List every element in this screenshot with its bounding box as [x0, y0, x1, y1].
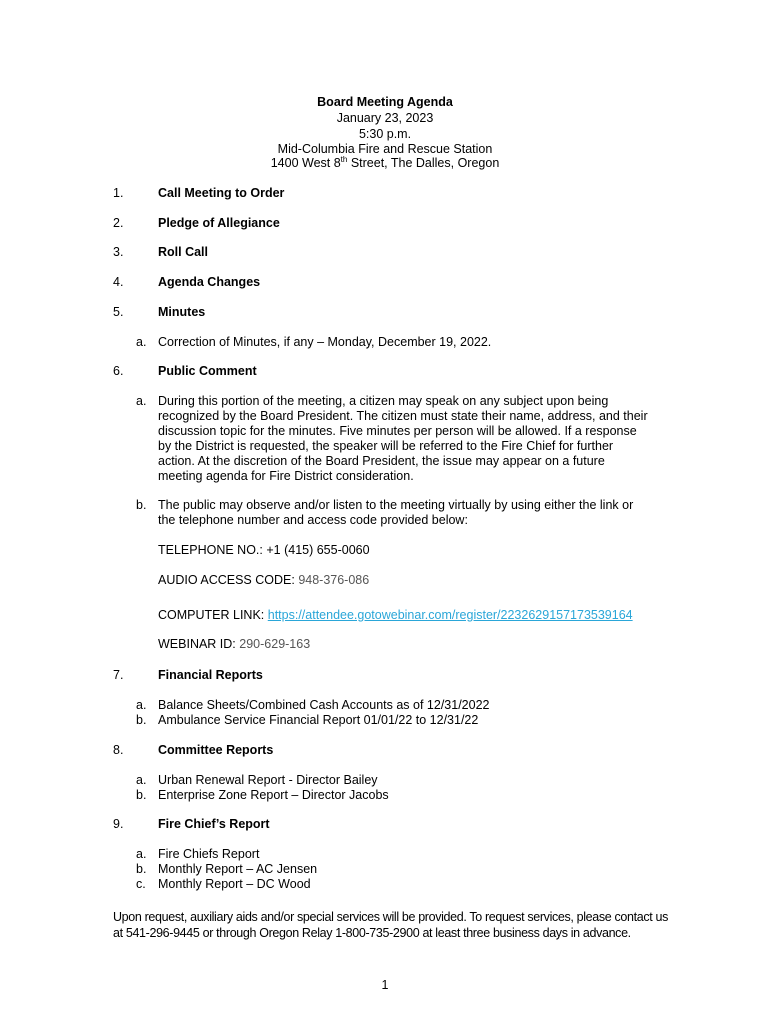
item-number: 3. — [113, 245, 124, 259]
sub-item-text: Urban Renewal Report - Director Bailey — [158, 773, 378, 787]
sub-item-text: Monthly Report – DC Wood — [158, 877, 311, 891]
meeting-time: 5:30 p.m. — [358, 127, 412, 141]
item-title: Fire Chief’s Report — [158, 817, 270, 831]
sub-item-text: Monthly Report – AC Jensen — [158, 862, 318, 876]
sub-item-letter: b. — [136, 713, 147, 727]
sub-item-text: The public may observe and/or listen to the meeting virtually by using either the link or — [158, 498, 634, 512]
sub-item-text: Correction of Minutes, if any – Monday, December 19, 2022. — [158, 335, 492, 349]
item-title: Roll Call — [158, 245, 209, 259]
page-number: 1 — [381, 978, 389, 992]
sub-item-letter: b. — [136, 788, 147, 802]
audio-access-code: AUDIO ACCESS CODE: 948-376-086 — [158, 573, 370, 587]
webinar-id: WEBINAR ID: 290-629-163 — [158, 637, 311, 651]
sub-item-text: Balance Sheets/Combined Cash Accounts as of 12/31/2022 — [158, 698, 490, 712]
sub-item-letter: a. — [136, 847, 147, 861]
item-number: 5. — [113, 305, 124, 319]
item-title: Agenda Changes — [158, 275, 261, 289]
sub-item-text: Ambulance Service Financial Report 01/01/22 to 12/31/22 — [158, 713, 479, 727]
sub-item-text: Fire Chiefs Report — [158, 847, 260, 861]
meeting-date: January 23, 2023 — [336, 111, 434, 125]
sub-item-letter: a. — [136, 394, 147, 408]
item-title: Pledge of Allegiance — [158, 216, 280, 230]
item-number: 2. — [113, 216, 124, 230]
item-title: Public Comment — [158, 364, 257, 378]
sub-item-letter: c. — [136, 877, 146, 891]
sub-item-text: the telephone number and access code provided below: — [158, 513, 468, 527]
item-number: 4. — [113, 275, 124, 289]
sub-item-text: recognized by the Board President. The citizen must state their name, address, and their — [158, 409, 648, 423]
item-number: 1. — [113, 186, 124, 200]
footer-notice: Upon request, auxiliary aids and/or special services will be provided. To request services, please contact us — [113, 910, 668, 924]
sub-item-letter: b. — [136, 498, 147, 512]
sub-item-text: During this portion of the meeting, a citizen may speak on any subject upon being — [158, 394, 609, 408]
agenda-title: Board Meeting Agenda — [317, 95, 453, 109]
meeting-location: Mid-Columbia Fire and Rescue Station — [277, 142, 493, 156]
item-number: 9. — [113, 817, 124, 831]
telephone-number: TELEPHONE NO.: +1 (415) 655-0060 — [158, 543, 370, 557]
sub-item-text: meeting agenda for Fire District consideration. — [158, 469, 414, 483]
sub-item-text: discussion topic for the minutes. Five minutes per person will be allowed. If a response — [158, 424, 637, 438]
item-number: 8. — [113, 743, 124, 757]
sub-item-letter: a. — [136, 698, 147, 712]
sub-item-letter: a. — [136, 773, 147, 787]
item-number: 7. — [113, 668, 124, 682]
item-title: Minutes — [158, 305, 206, 319]
meeting-address: 1400 West 8th Street, The Dalles, Oregon — [270, 154, 500, 170]
item-title: Call Meeting to Order — [158, 186, 285, 200]
item-number: 6. — [113, 364, 124, 378]
sub-item-text: Enterprise Zone Report – Director Jacobs — [158, 788, 389, 802]
item-title: Committee Reports — [158, 743, 274, 757]
sub-item-letter: b. — [136, 862, 147, 876]
computer-link: COMPUTER LINK: https://attendee.gotowebinar.com/register/2232629157173539164 — [158, 608, 633, 622]
webinar-register-link[interactable]: https://attendee.gotowebinar.com/register/2232629157173539164 — [267, 608, 633, 622]
footer-notice: at 541-296-9445 or through Oregon Relay 1-800-735-2900 at least three business days in advance. — [113, 926, 631, 940]
sub-item-text: action. At the discretion of the Board President, the issue may appear on a future — [158, 454, 605, 468]
sub-item-text: by the District is requested, the speaker will be referred to the Fire Chief for further — [158, 439, 614, 453]
item-title: Financial Reports — [158, 668, 263, 682]
sub-item-letter: a. — [136, 335, 147, 349]
